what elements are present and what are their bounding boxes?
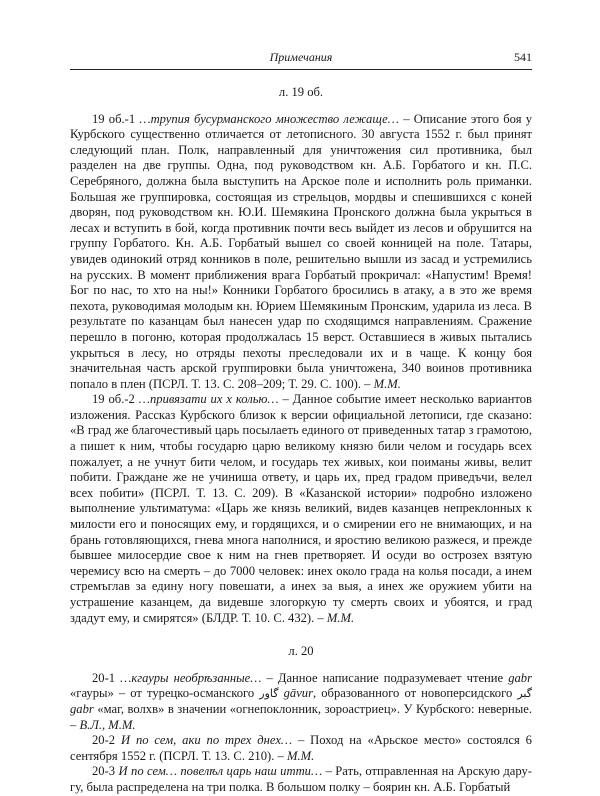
section-heading-19ob: л. 19 об. (278, 85, 324, 99)
note-20-1 (70, 671, 532, 733)
note-text: – Данное написание подразумевает чтение (266, 670, 509, 685)
note-19ob-2 (70, 392, 532, 626)
note-text: «маг, волхв» в значении «огнепоклонник, зороастриец». У Курбского: неверные. – (70, 701, 532, 732)
note-id: 19 об.-1 (92, 111, 136, 126)
note-text: – Поход на «Арьское место» состоялся 6 сентября 1552 г. (ПСРЛ. Т. 13. С. 210). – (70, 733, 532, 763)
note-id: 20-1 (92, 670, 116, 685)
note-id: 20-2 (92, 733, 116, 748)
note-author: М.М. (373, 376, 401, 391)
section-heading-20: л. 20 (288, 644, 314, 659)
header-rule (70, 69, 532, 70)
note-text: , образованного от новоперсидского (313, 686, 518, 701)
arabic-word: گبر (517, 687, 532, 701)
note-text: – Данное событие имеет несколько вариантов изложения. Рассказ Курбского близок к версии официальной летописи, где сказано: «В град же благочестивый царь посылаеть единого от приведенных татар з грамотою, а пишет к ним, чтобы государю царю великому князю били челом и государь всех пожалует, а не учнут бити челом, и государь тех живых, кои поиманы живы, велит побити. Граждане же не учиниша ответу, и царь их, пред градом приведъчи, велел всех побити» (ПСРЛ. Т. 13. С. 209). В «Казанской истории» подробно изложено выполнение ультиматума: «Царь же князь великий, видев казанцев непреклонных к милости его и поносящих ему, и гордящихся, и о смирении его не внимающих, и на брань готовляющихся, гнева многа наполнися, и яростию великою разжеся, и прежде бывшее милосердие свое к ним на гнев претворяет. И осуди во острозех взятую черемису всю на смерть – до 7000 человек: инех около града на колья посади, а инем стремъглав за едину ногу повешати, а инех за выя, а инех же оружием убити на устрашение казанцем, да видевше злогоркую ту смерть своих и убоятся, и град здадут ему, и смирятся» (БЛДР. Т. 10. С. 432). – (70, 392, 532, 625)
arabic-word: گاور (259, 687, 279, 701)
note-lemma: И по сем, аки по трех днех… (120, 733, 293, 748)
note-id: 19 об.-2 (92, 392, 135, 407)
note-lemma: И по сем… повелѣл царь наш итти… (118, 764, 323, 779)
note-20-3 (70, 764, 532, 795)
note-text: – Описание этого боя у Курбского существенно отличается от летописного. 30 августа 1552 г. был принят следующий план. Полк, направленный для уничтожения сил противника, был разделен на две группы. Одна, под руководством кн. А.Б. Горбатого и кн. П.С. Серебряного, должна была выступить на Арское поле и исполнить роль приманки. Большая же группировка, состоящая из стрельцов, мордвы и спешившихся с коней дворян, под руководством кн. Ю.И. Шемякина Пронского должна была укрыться в лесах и вступить в бой, когда противник почти весь выйдет из лесов и обрушится на группу Горбатого. Кн. А.Б. Горбатый вышел со своей конницей на поле. Татары, увидев одинокий отряд конников в поле, решительно вышли из засад и устремились на русских. В момент приближения врага Горбатый прокричал: «Напустим! Время! Бог по нас, то хто на ны!» Конники Горбатого бросились в атаку, а в это же время пехота, руководимая молодым кн. Юрием Шемякиным Пронским, ударила из леса. В результате по казанцам был нанесен удар по сходящимся направлениям. Сражение перешло в погоню, которая продолжалась 15 верст. Оставшиеся в живых пытались укрыться в лесу, но отряды пехоты преследовали их и в чаще. К концу боя значительная часть арской группировки была уничтожена, 340 воинов противника попало в плен (ПСРЛ. Т. 13. С. 208–209; Т. 29. С. 100). – (70, 111, 533, 391)
note-id: 20-3 (92, 764, 116, 779)
transliteration: gabr (70, 701, 94, 716)
transliteration: gabr (508, 670, 532, 685)
note-text: «гауры» – от турецко-османского (70, 686, 260, 701)
note-lemma: …трупия бусурманского множество лежаще… (139, 111, 399, 126)
note-author: В.Л., М.М. (79, 717, 136, 732)
running-title: Примечания (269, 50, 333, 64)
note-lemma: …привязати их х колью… (138, 392, 279, 407)
page-body (70, 85, 532, 796)
note-author: М.М. (286, 748, 315, 763)
note-author: М.М. (326, 610, 355, 625)
note-lemma: …кгауры необрѣзанные… (120, 670, 262, 685)
running-head (70, 50, 532, 68)
note-19ob-1 (70, 112, 532, 393)
page-number: 541 (514, 50, 532, 64)
note-text: – Рать, отправленная на Арскую даругу, была распределена на три полка. В большом полку – боярин кн. А.Б. Горбатый (70, 764, 532, 794)
note-20-2 (70, 733, 532, 764)
transliteration: gāvur (283, 686, 313, 701)
